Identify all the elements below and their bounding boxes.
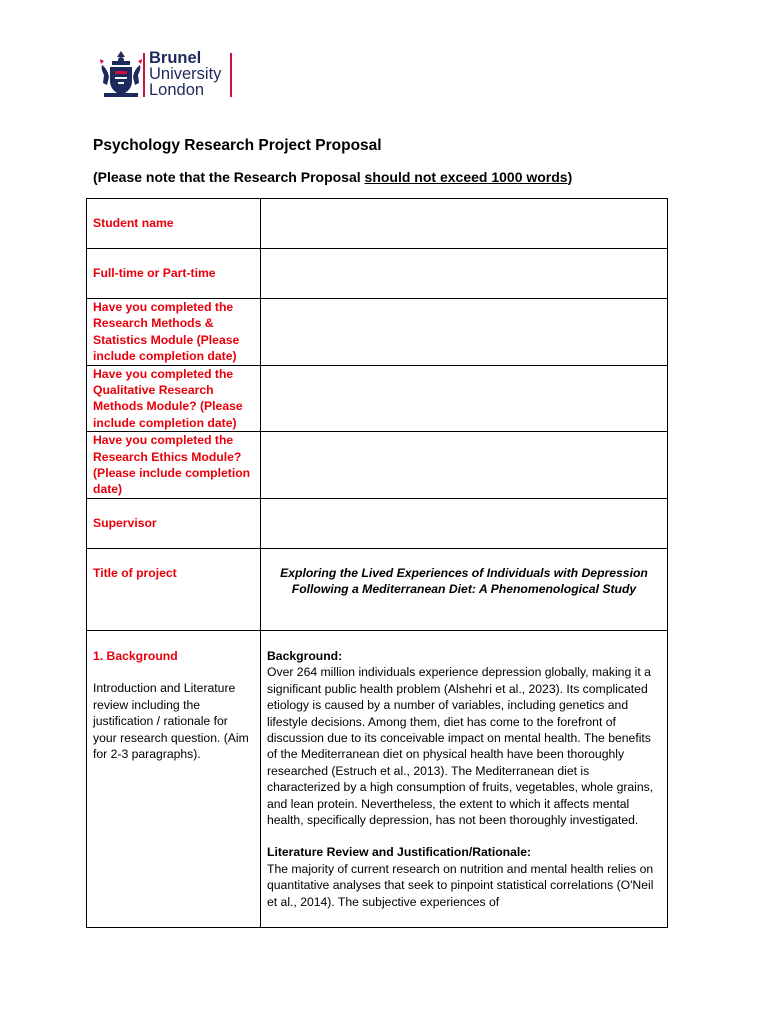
project-title-field[interactable]: Exploring the Lived Experiences of Individuals with Depression Following a Mediterranean Diet: A Phenomenological Study bbox=[261, 548, 668, 630]
research-methods-field[interactable] bbox=[261, 299, 668, 366]
paragraph-spacer bbox=[267, 828, 661, 844]
qualitative-methods-field[interactable] bbox=[261, 365, 668, 432]
research-ethics-field[interactable] bbox=[261, 432, 668, 499]
background-heading: Background: bbox=[267, 648, 343, 663]
background-instructions: Introduction and Literature review including the justification / rationale for your research question. (Aim for 2-3 paragraphs). bbox=[93, 681, 249, 761]
logo-divider-left bbox=[143, 53, 145, 97]
form-row-supervisor bbox=[87, 498, 668, 548]
literature-review-heading: Literature Review and Justification/Rationale: bbox=[267, 845, 532, 860]
form-row-background bbox=[87, 630, 668, 927]
logo-line-2: University bbox=[149, 65, 222, 83]
background-section-label: 1. Background bbox=[93, 648, 178, 663]
word-limit-note bbox=[93, 169, 572, 185]
note-emphasis: should not exceed 1000 words bbox=[364, 169, 568, 185]
study-mode-field[interactable] bbox=[261, 249, 668, 299]
form-row-research-methods bbox=[87, 299, 668, 366]
form-row-project-title bbox=[87, 548, 668, 630]
background-paragraph: Over 264 million individuals experience depression globally, making it a significant public health problem (Alshehri et al., 2023). Its complicated etiology is caused by a number of variables, including genetics and lifestyle decisions. Among them, diet has come to the forefront of discussion due to its conceivable impact on mental health. The benefits of the Mediterranean diet on physical health have been thoroughly researched (Estruch et al., 2013). The Mediterranean diet is characterized by a high consumption of fruits, vegetables, whole grains, and lean protein. Nevertheless, the extent to which it affects mental health, specifically depression, has not been thoroughly investigated. bbox=[267, 665, 654, 827]
logo-line-1: Brunel bbox=[149, 49, 202, 67]
student-name-field[interactable] bbox=[261, 199, 668, 249]
form-label: Full-time or Part-time bbox=[87, 249, 261, 299]
background-content bbox=[267, 648, 661, 927]
form-row-qualitative-methods bbox=[87, 365, 668, 432]
background-label-cell bbox=[87, 630, 261, 927]
university-logo bbox=[98, 47, 238, 103]
proposal-form-table bbox=[86, 198, 668, 928]
literature-review-paragraph: The majority of current research on nutrition and mental health relies on quantitative analyses that seek to pinpoint statistical correlations (O'Neil et al., 2014). The subjective experiences of bbox=[267, 861, 654, 909]
coat-of-arms-icon bbox=[98, 49, 144, 101]
logo-wordmark bbox=[149, 50, 229, 98]
form-label: Have you completed the Research Methods & Statistics Module (Please include completion date) bbox=[87, 299, 261, 366]
form-label: Have you completed the Research Ethics Module? (Please include completion date) bbox=[87, 432, 261, 499]
form-label: Have you completed the Qualitative Research Methods Module? (Please include completion date) bbox=[87, 365, 261, 432]
form-label: Student name bbox=[87, 199, 261, 249]
form-row-study-mode bbox=[87, 249, 668, 299]
supervisor-field[interactable] bbox=[261, 498, 668, 548]
logo-line-3: London bbox=[149, 81, 205, 99]
document-title: Psychology Research Project Proposal bbox=[93, 137, 382, 154]
form-row-research-ethics bbox=[87, 432, 668, 499]
form-label: Supervisor bbox=[87, 498, 261, 548]
form-row-student-name bbox=[87, 199, 668, 249]
background-text-field[interactable] bbox=[261, 630, 668, 927]
note-suffix: ) bbox=[567, 169, 573, 185]
form-label: Title of project bbox=[87, 548, 261, 630]
note-prefix: (Please note that the Research Proposal bbox=[93, 169, 365, 185]
logo-divider-right bbox=[230, 53, 232, 97]
